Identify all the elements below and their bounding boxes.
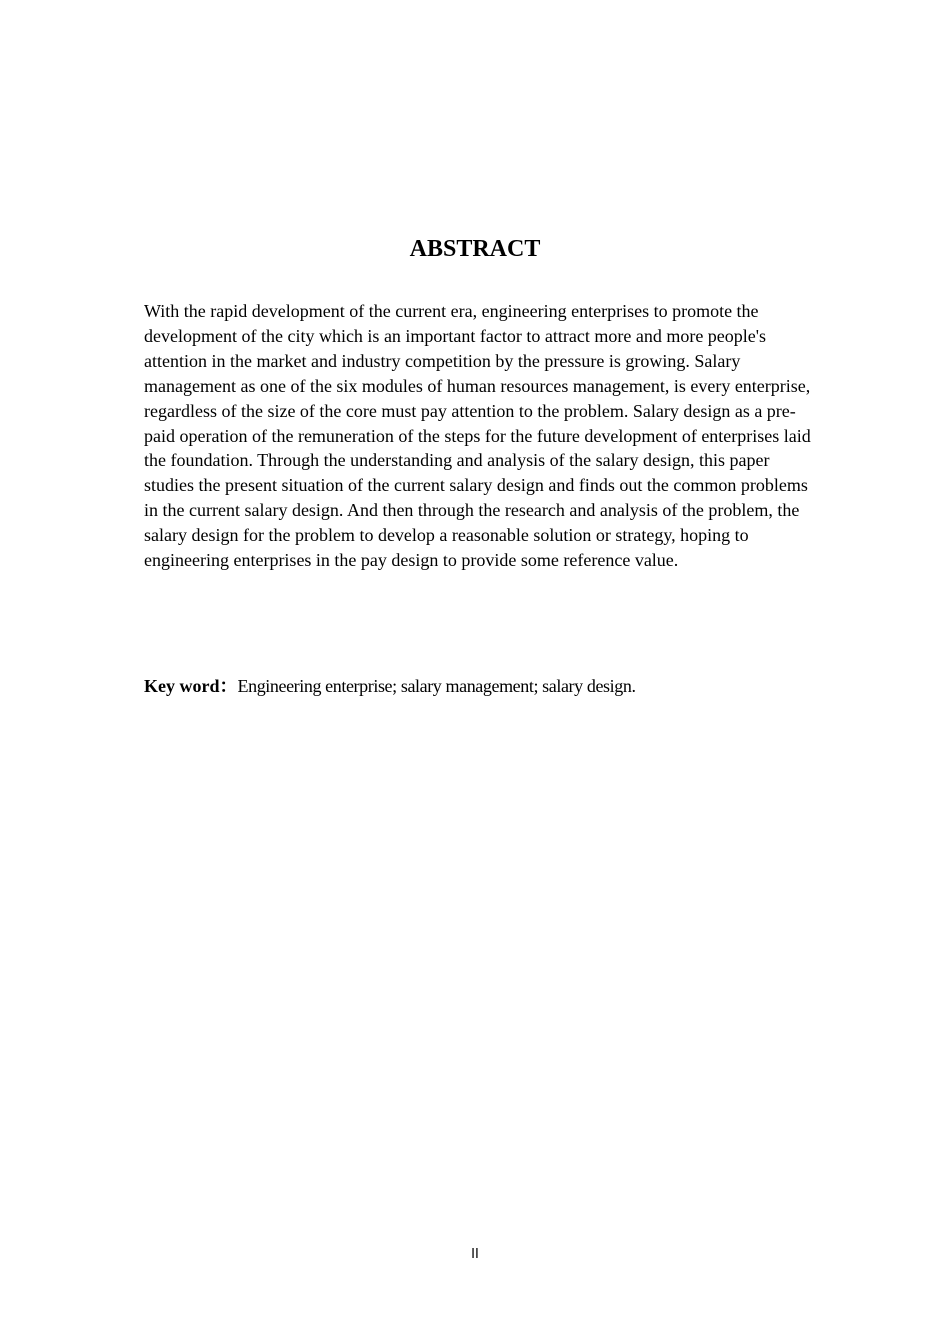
page-number: II xyxy=(471,1247,479,1262)
abstract-title: ABSTRACT xyxy=(409,236,541,262)
keywords-label: Key word： xyxy=(144,676,238,696)
keywords-text: Engineering enterprise; salary management; salary design. xyxy=(237,676,636,696)
abstract-body: With the rapid development of the current era, engineering enterprises to promote the development of the city which is an important factor to attract more and more people's attention in the market and industry competition by the pressure is growing. Salary management as one of the six modules of human resources management, is every enterprise, regardless of the size of the core must pay attention to the problem. Salary design as a pre-paid operation of the remuneration of the steps for the future development of enterprises laid the foundation. Through the understanding and analysis of the salary design, this paper studies the present situation of the current salary design and finds out the common problems in the current salary design. And then through the research and analysis of the problem, the salary design for the problem to develop a reasonable solution or strategy, hoping to engineering enterprises in the pay design to provide some reference value. xyxy=(144,301,811,571)
keywords-line xyxy=(144,674,816,698)
